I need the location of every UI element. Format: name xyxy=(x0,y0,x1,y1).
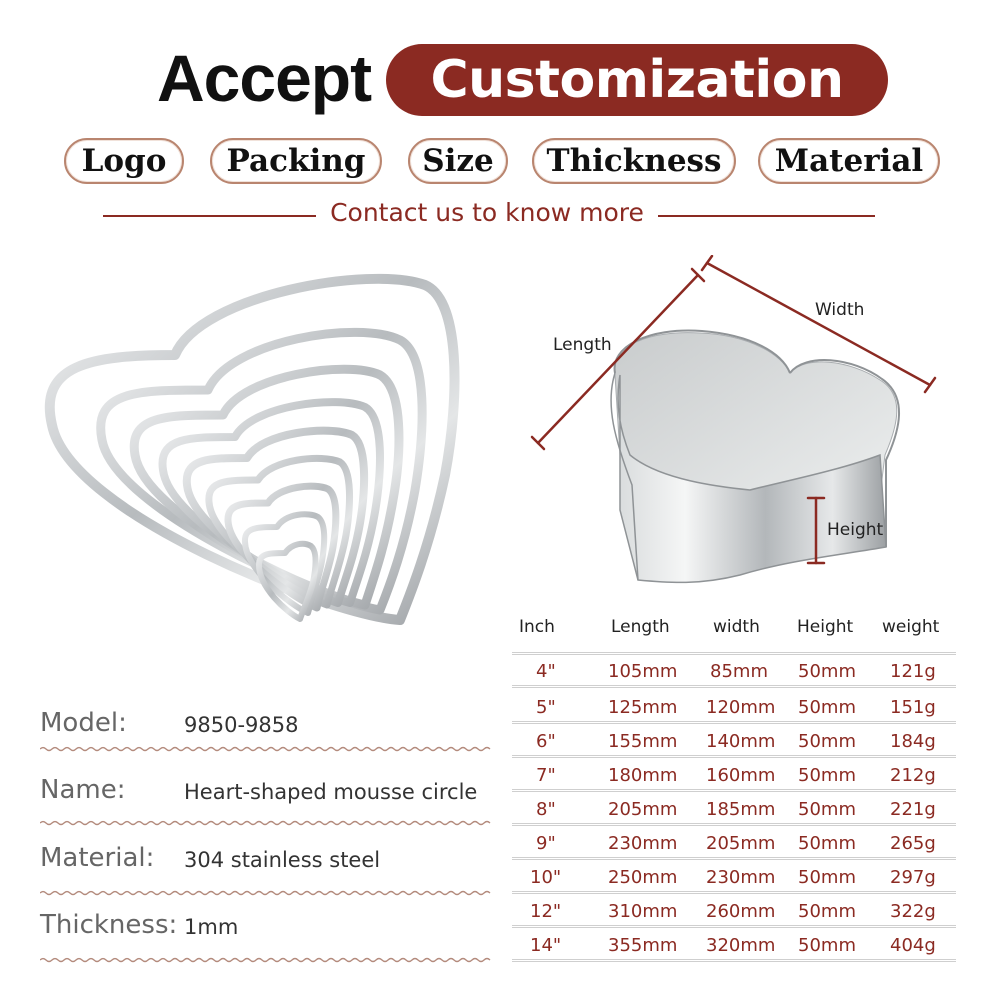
contact-text: Contact us to know more xyxy=(330,198,644,227)
cell-width: 230mm xyxy=(706,867,776,888)
cell-weight: 221g xyxy=(890,799,936,820)
table-row xyxy=(512,895,956,928)
cell-width: 85mm xyxy=(710,661,768,682)
row-divider xyxy=(512,685,956,688)
cell-width: 120mm xyxy=(706,697,776,718)
cell-length: 180mm xyxy=(608,765,678,786)
row-divider xyxy=(512,925,956,928)
spec-value-name: Heart-shaped mousse circle xyxy=(184,780,478,804)
option-label: Thickness xyxy=(546,143,722,179)
spec-label-model: Model: xyxy=(40,708,127,738)
option-label: Size xyxy=(422,143,494,179)
cell-weight: 322g xyxy=(890,901,936,922)
spec-value-material: 304 stainless steel xyxy=(184,848,381,872)
cell-width: 205mm xyxy=(706,833,776,854)
table-row xyxy=(512,827,956,860)
cell-width: 320mm xyxy=(706,935,776,956)
cell-length: 125mm xyxy=(608,697,678,718)
option-chip-size xyxy=(408,138,508,184)
option-chip-material xyxy=(758,138,940,184)
spec-label-material: Material: xyxy=(40,843,155,873)
row-divider xyxy=(512,721,956,724)
cell-height: 50mm xyxy=(798,661,856,682)
table-row xyxy=(512,759,956,792)
cell-height: 50mm xyxy=(798,935,856,956)
cell-length: 250mm xyxy=(608,867,678,888)
cell-height: 50mm xyxy=(798,731,856,752)
row-divider xyxy=(512,755,956,758)
cell-weight: 184g xyxy=(890,731,936,752)
cell-length: 155mm xyxy=(608,731,678,752)
table-header-width: width xyxy=(713,617,760,637)
spec-divider xyxy=(40,957,492,963)
cell-height: 50mm xyxy=(798,697,856,718)
table-row xyxy=(512,691,956,724)
spec-value-thickness: 1mm xyxy=(184,915,239,939)
cell-length: 105mm xyxy=(608,661,678,682)
table-header-height: Height xyxy=(797,617,854,637)
row-divider xyxy=(512,823,956,826)
option-chip-logo xyxy=(64,138,184,184)
cell-weight: 121g xyxy=(890,661,936,682)
cell-inch: 4" xyxy=(536,661,556,682)
cell-width: 185mm xyxy=(706,799,776,820)
cell-weight: 212g xyxy=(890,765,936,786)
cell-inch: 9" xyxy=(536,833,556,854)
spec-value-model: 9850-9858 xyxy=(184,713,299,737)
spec-divider xyxy=(40,820,492,826)
cell-inch: 14" xyxy=(530,935,562,956)
cell-inch: 7" xyxy=(536,765,556,786)
table-row xyxy=(512,861,956,894)
nested-hearts-image xyxy=(30,255,500,665)
cell-weight: 151g xyxy=(890,697,936,718)
cell-weight: 404g xyxy=(890,935,936,956)
row-divider xyxy=(512,891,956,894)
cell-height: 50mm xyxy=(798,799,856,820)
cell-height: 50mm xyxy=(798,765,856,786)
cell-inch: 10" xyxy=(530,867,562,888)
customization-label: Customization xyxy=(430,50,844,110)
option-label: Packing xyxy=(226,143,366,179)
single-heart-diagram xyxy=(520,255,940,595)
cell-weight: 265g xyxy=(890,833,936,854)
cell-length: 205mm xyxy=(608,799,678,820)
cell-inch: 12" xyxy=(530,901,562,922)
spec-label-thickness: Thickness: xyxy=(40,910,178,940)
option-chip-packing xyxy=(210,138,382,184)
table-row xyxy=(512,929,956,962)
spec-divider xyxy=(40,890,492,896)
option-chip-thickness xyxy=(532,138,736,184)
spec-label-name: Name: xyxy=(40,775,126,805)
row-divider xyxy=(512,789,956,792)
cell-width: 260mm xyxy=(706,901,776,922)
row-divider xyxy=(512,857,956,860)
option-label: Material xyxy=(774,143,924,179)
cell-length: 310mm xyxy=(608,901,678,922)
customization-banner xyxy=(386,44,888,116)
table-header-inch: Inch xyxy=(519,617,555,637)
cell-height: 50mm xyxy=(798,833,856,854)
height-label: Height xyxy=(827,520,884,540)
table-row xyxy=(512,655,956,688)
option-label: Logo xyxy=(81,143,167,179)
accept-heading: Accept xyxy=(157,41,372,115)
width-label: Width xyxy=(815,300,865,320)
cell-inch: 5" xyxy=(536,697,556,718)
cell-length: 230mm xyxy=(608,833,678,854)
spec-divider xyxy=(40,746,492,752)
row-divider xyxy=(512,959,956,962)
cell-height: 50mm xyxy=(798,867,856,888)
table-header-weight: weight xyxy=(882,617,940,637)
cell-length: 355mm xyxy=(608,935,678,956)
cell-inch: 8" xyxy=(536,799,556,820)
cell-width: 140mm xyxy=(706,731,776,752)
cell-weight: 297g xyxy=(890,867,936,888)
table-row xyxy=(512,725,956,758)
table-row xyxy=(512,793,956,826)
cell-width: 160mm xyxy=(706,765,776,786)
length-label: Length xyxy=(553,335,612,355)
cell-inch: 6" xyxy=(536,731,556,752)
table-header-length: Length xyxy=(611,617,670,637)
cell-height: 50mm xyxy=(798,901,856,922)
